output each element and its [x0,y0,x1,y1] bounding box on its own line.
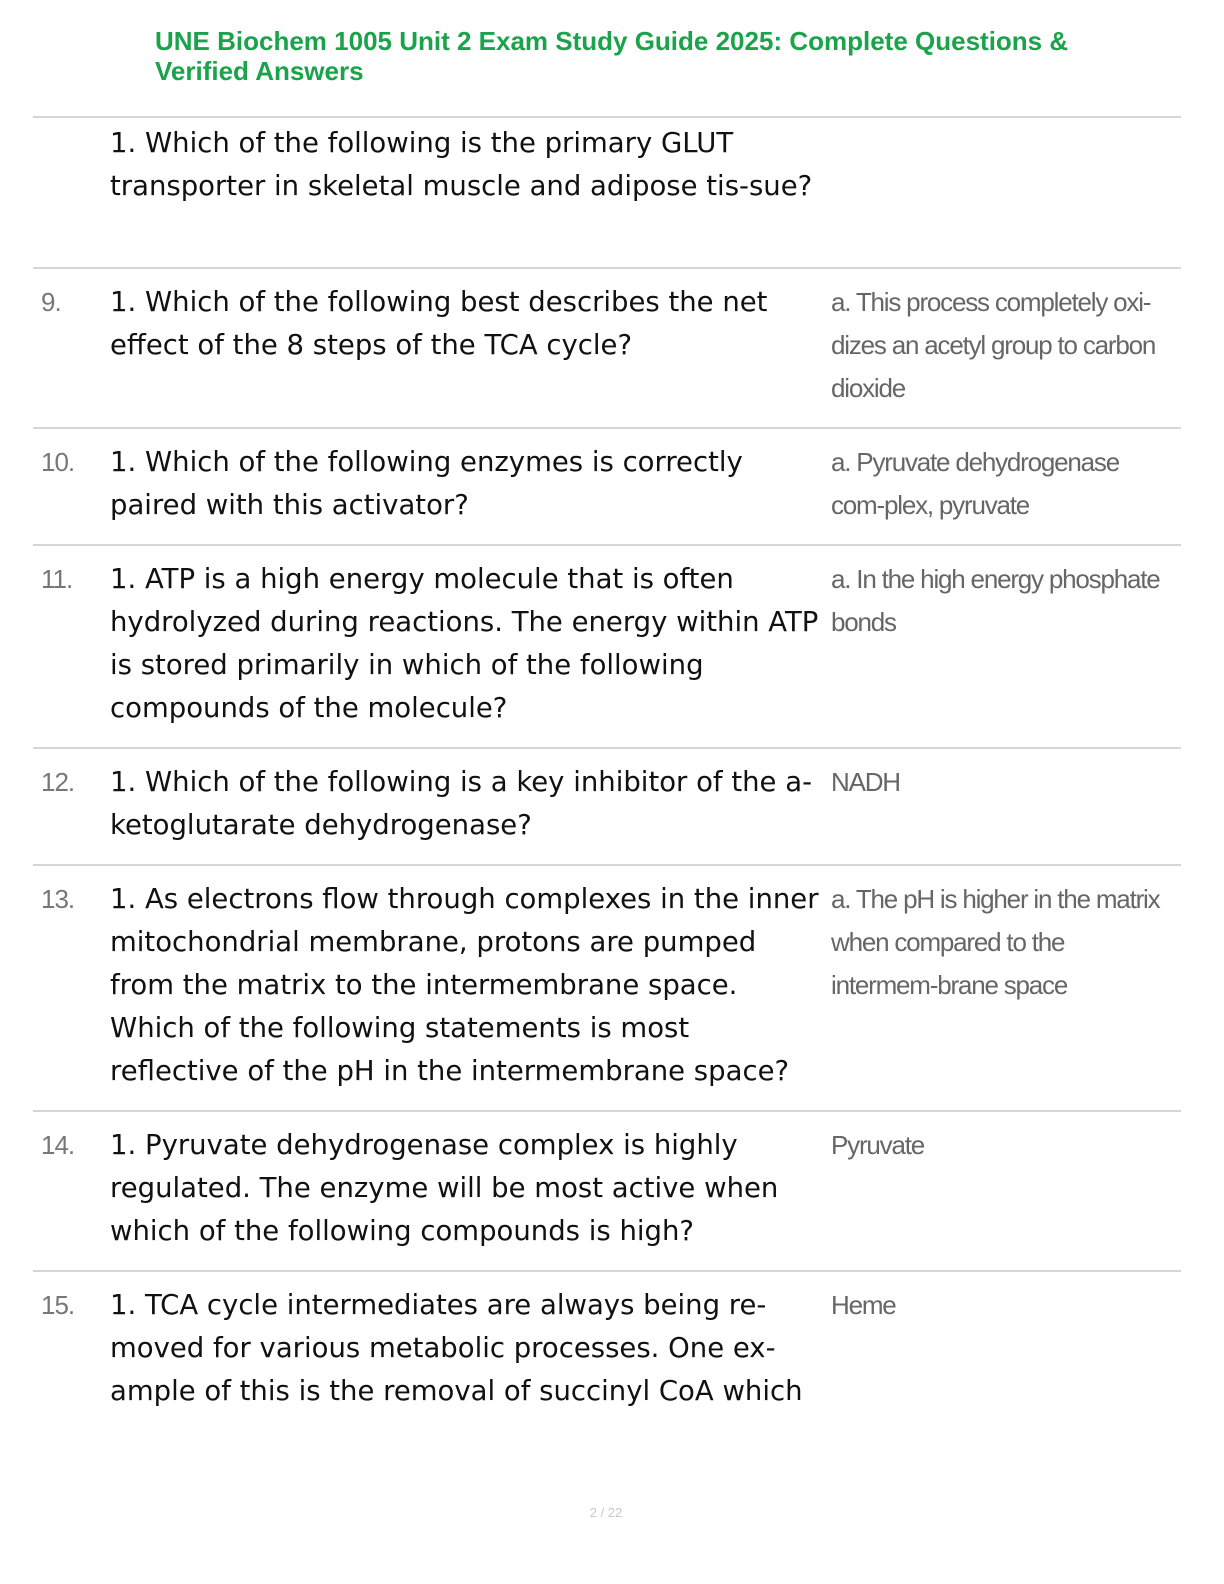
table-row [33,544,1181,747]
question-text: 1. Which of the following enzymes is correctly paired with this activator? [110,446,743,521]
table-row [33,747,1181,864]
table-row [33,116,1181,267]
answer-text: a. Pyruvate dehydrogenase com-plex, pyruvate [831,447,1119,520]
document-title: UNE Biochem 1005 Unit 2 Exam Study Guide 2025: Complete Questions & Verified Answers [155,26,1069,86]
row-number: 11. [41,564,73,594]
row-number: 9. [41,287,61,317]
answer-text: a. The pH is higher in the matrix when compared to the intermem-brane space [831,884,1160,1000]
answer-text: a. This process completely oxi-dizes an acetyl group to carbon dioxide [831,287,1156,403]
question-text: 1. TCA cycle intermediates are always being re-moved for various metabolic processes. One ex-ample of this is the removal of succinyl CoA which [110,1289,803,1407]
answer-text: a. In the high energy phosphate bonds [831,564,1160,637]
row-number: 15. [41,1290,75,1320]
answer-text: Heme [831,1290,896,1320]
question-text: 1. Which of the following best describes the net effect of the 8 steps of the TCA cycle? [110,286,768,361]
table-row [33,427,1181,544]
row-number: 12. [41,767,75,797]
table-row [33,1110,1181,1270]
table-row [33,267,1181,427]
question-text: 1. ATP is a high energy molecule that is often hydrolyzed during reactions. The energy within ATP is stored primarily in which of the following compounds of the molecule? [110,563,819,724]
question-text: 1. As electrons flow through complexes in the inner mitochondrial membrane, protons are pumped from the matrix to the intermembrane space. Which of the following statements is most reflective of the pH in the intermembrane space? [110,883,819,1087]
table-row [33,1270,1181,1430]
row-number: 14. [41,1130,75,1160]
qa-table [33,116,1181,1430]
answer-text: Pyruvate [831,1130,925,1160]
question-text: 1. Pyruvate dehydrogenase complex is highly regulated. The enzyme will be most active when which of the following compounds is high? [110,1129,779,1247]
page-number: 2 / 22 [589,1505,623,1520]
question-text: 1. Which of the following is a key inhibitor of the a-ketoglutarate dehydrogenase? [110,766,812,841]
row-number: 13. [41,884,75,914]
table-row [33,864,1181,1110]
row-number: 10. [41,447,75,477]
question-text: 1. Which of the following is the primary GLUT transporter in skeletal muscle and adipose tis-sue? [110,127,813,202]
answer-text: NADH [831,767,900,797]
